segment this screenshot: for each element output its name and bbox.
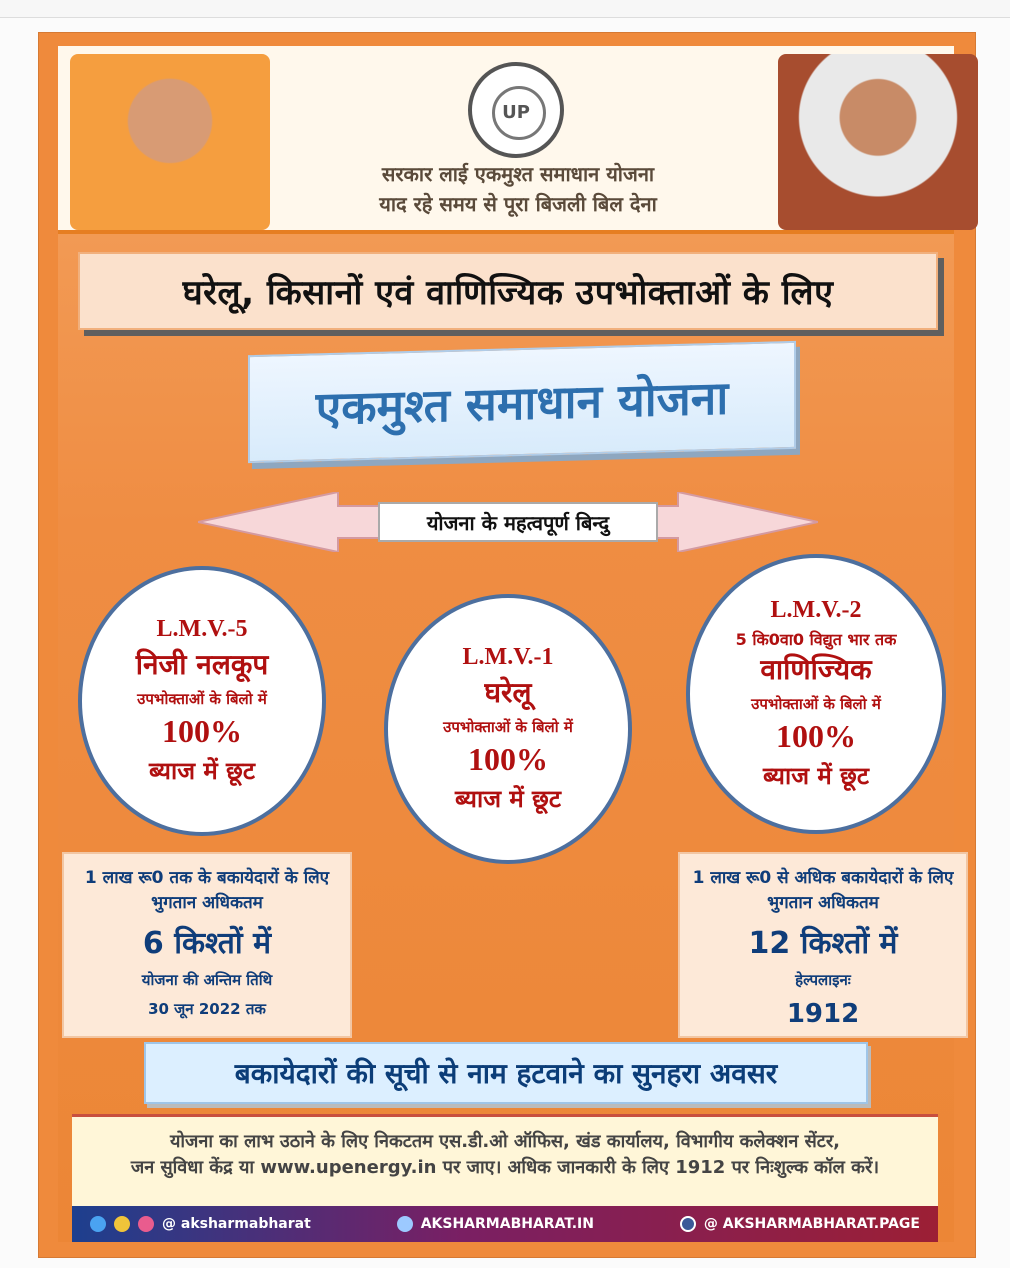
page-top-edge [0, 0, 1010, 18]
social-handle-right: @ AKSHARMABHARAT.PAGE [703, 1216, 920, 1232]
circle-desc: उपभोक्ताओं के बिलो में [443, 717, 573, 736]
social-bar [72, 1206, 938, 1242]
audience-banner [78, 252, 938, 330]
portrait-left [70, 54, 270, 230]
scheme-title-banner [248, 341, 796, 463]
circle-lmv1 [384, 594, 632, 864]
social-group-right [680, 1216, 920, 1232]
circle-desc: उपभोक्ताओं के बिलो में [751, 694, 881, 713]
circle-lmv2 [686, 554, 946, 834]
poster [58, 46, 954, 1242]
footer-info [72, 1114, 938, 1206]
circle-title: घरेलू [484, 675, 532, 709]
opportunity-text: बकायेदारों की सूची से नाम हटवाने का सुनहरा अवसर [234, 1057, 778, 1090]
installments-right [678, 852, 968, 1038]
circle-code: L.M.V.-1 [462, 643, 554, 670]
social-handle-left: @ aksharmabharat [162, 1216, 311, 1232]
deadline-label: योजना की अन्तिम तिथि [141, 971, 273, 990]
circle-percent: 100% [468, 740, 548, 777]
circle-percent: 100% [776, 717, 856, 754]
facebook-icon [680, 1216, 696, 1232]
instagram-icon [138, 1216, 154, 1232]
circle-code: L.M.V.-5 [156, 615, 248, 642]
installments-desc: 1 लाख रू0 तक के बकायेदारों के लिए भुगतान अधिकतम [84, 868, 330, 913]
globe-icon [397, 1216, 413, 1232]
circle-relief: ब्याज में छूट [763, 761, 869, 790]
header-line-2: याद रहे समय से पूरा बिजली बिल देना [379, 192, 657, 216]
installments-count: 12 किश्तों में [748, 926, 898, 962]
social-group-mid [397, 1216, 594, 1232]
header-line-1: सरकार लाई एकमुश्त समाधान योजना [381, 162, 655, 186]
footer-line-2: जन सुविधा केंद्र या www.upenergy.in पर जाए। अधिक जानकारी के लिए 1912 पर निःशुल्क कॉल करें। [130, 1157, 880, 1179]
circle-percent: 100% [162, 712, 242, 749]
scheme-title: एकमुश्त समाधान योजना [315, 370, 729, 436]
poster-header [58, 46, 954, 234]
circle-relief: ब्याज में छूट [149, 756, 255, 785]
up-government-seal [468, 62, 564, 158]
social-group-left [90, 1216, 311, 1232]
circle-desc: उपभोक्ताओं के बिलो में [137, 689, 267, 708]
circle-relief: ब्याज में छूट [455, 784, 561, 813]
installments-desc: 1 लाख रू0 से अधिक बकायेदारों के लिए भुगतान अधिकतम [692, 868, 954, 913]
footer-line-1: योजना का लाभ उठाने के लिए निकटतम एस.डी.ओ ऑफिस, खंड कार्यालय, विभागीय कलेक्शन सेंटर, [169, 1131, 841, 1152]
circle-code: L.M.V.-2 [770, 596, 862, 623]
helpline-number: 1912 [786, 998, 860, 1029]
twitter-icon [90, 1216, 106, 1232]
circle-lmv5 [78, 566, 326, 836]
deadline-value: 30 जून 2022 तक [148, 999, 266, 1018]
portrait-right [778, 54, 978, 230]
important-points-label: योजना के महत्वपूर्ण बिन्दु [378, 502, 658, 542]
installments-left [62, 852, 352, 1038]
audience-text: घरेलू, किसानों एवं वाणिज्यिक उपभोक्ताओं के लिए [182, 273, 834, 313]
circle-title: वाणिज्यिक [760, 652, 872, 686]
opportunity-banner [144, 1042, 868, 1104]
koo-icon [114, 1216, 130, 1232]
social-handle-mid: AKSHARMABHARAT.IN [420, 1216, 594, 1232]
circle-title: निजी नलकूप [135, 647, 269, 681]
installments-count: 6 किश्तों में [142, 926, 272, 962]
circle-load: 5 कि0वा0 विद्युत भार तक [735, 629, 897, 649]
helpline-label: हेल्पलाइनः [795, 971, 851, 990]
